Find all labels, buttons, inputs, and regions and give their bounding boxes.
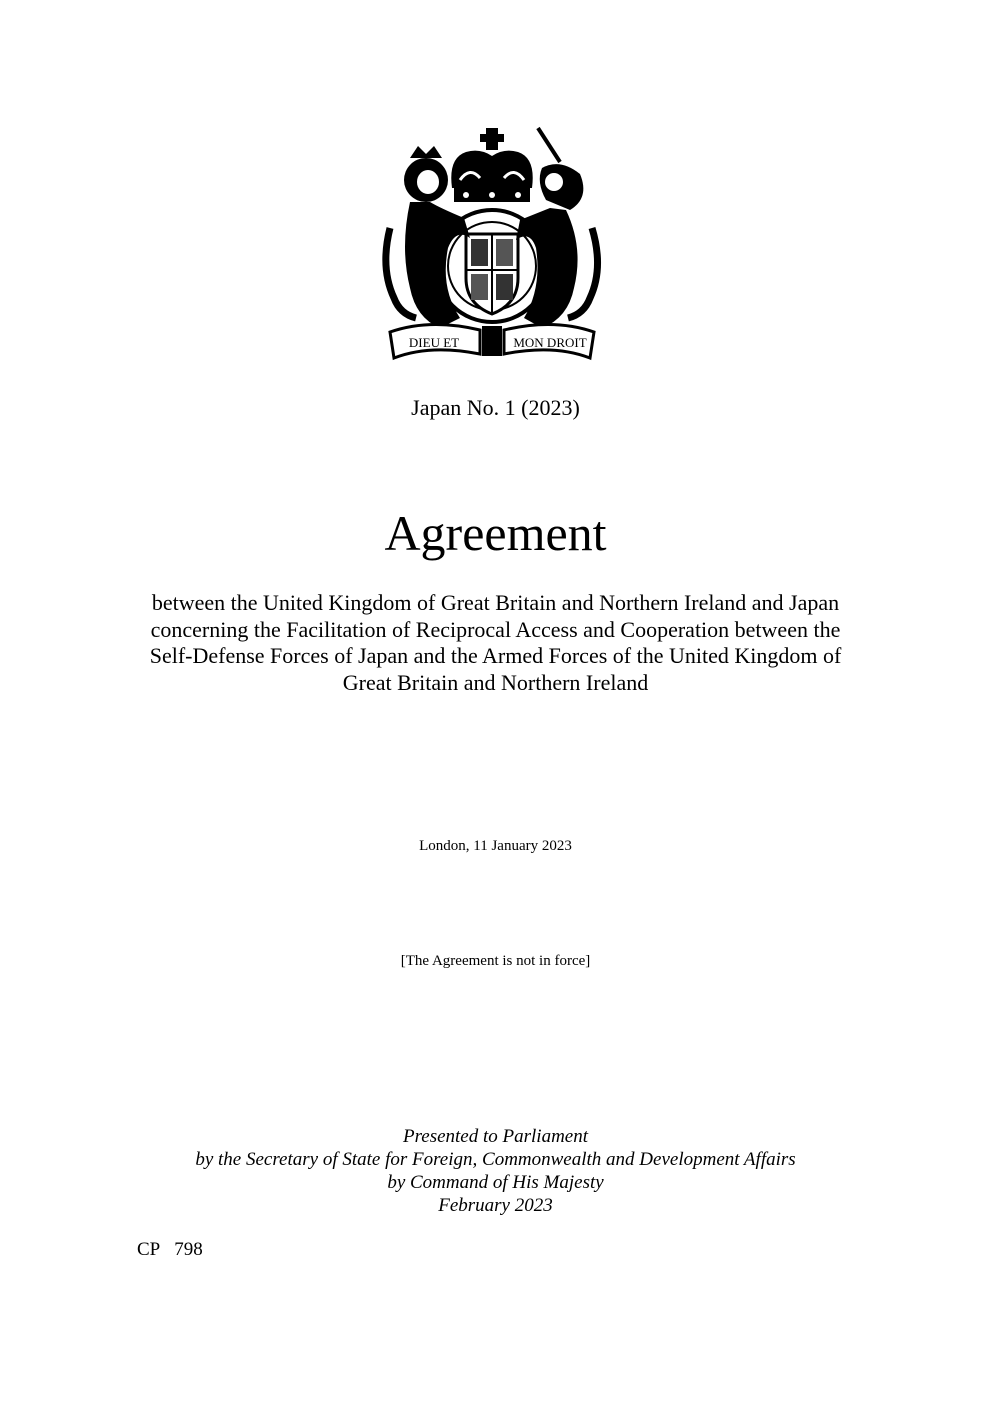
crown-icon (451, 128, 532, 202)
command-paper-number (137, 1239, 203, 1261)
series-number: Japan No. 1 (2023) (411, 395, 580, 420)
place-and-date: London, 11 January 2023 (419, 838, 572, 854)
presented-line: by the Secretary of State for Foreign, Commonwealth and Development Affairs (195, 1149, 796, 1170)
presented-date: February 2023 (438, 1195, 553, 1216)
document-title: Agreement (384, 505, 607, 561)
presented-line: Presented to Parliament (402, 1126, 589, 1147)
svg-text:DIEU ET: DIEU ET (408, 335, 460, 350)
document-subtitle: between the United Kingdom of Great Britain and Northern Ireland and Japan concerning the Facilitation of Reciprocal Access and Cooperation between the Self-Defense Forces of Japan and the Armed Forces of the United Kingdom of Great Britain and Northern Ireland (149, 590, 842, 695)
motto-scroll (390, 324, 594, 358)
presented-line: by Command of His Majesty (387, 1172, 604, 1193)
status-note: [The Agreement is not in force] (400, 953, 591, 969)
svg-text:MON DROIT: MON DROIT (513, 335, 587, 350)
cp-number: 798 (174, 1239, 203, 1260)
royal-coat-of-arms-logo (370, 118, 614, 368)
cp-prefix: CP (137, 1239, 161, 1260)
presentation-statement (0, 1125, 991, 1217)
